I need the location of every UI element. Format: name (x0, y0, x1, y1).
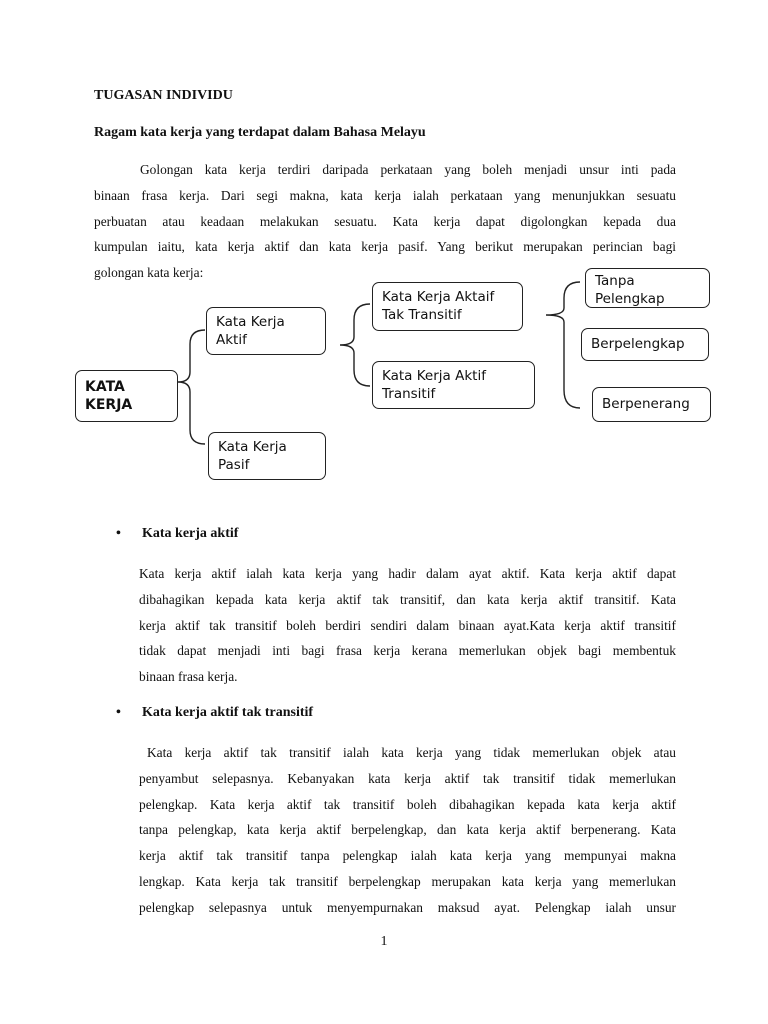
paragraph-line: Kata kerja aktif tak transitif ialah kata kerja yang tidak memerlukan objek atau (147, 745, 676, 760)
brace-aktif (340, 304, 370, 386)
page-number: 1 (380, 934, 388, 949)
paragraph-line: pelengkap selepasnya untuk menyempurnakan maksud ayat. Pelengkap ialah unsur (139, 899, 676, 915)
box-text: Pelengkap (595, 291, 665, 307)
section-tak-transitif-paragraph (139, 740, 676, 921)
box-text: Tanpa (595, 273, 635, 289)
brace-tak-transitif (546, 282, 580, 408)
document-title: TUGASAN INDIVIDU (94, 88, 233, 103)
box-text: Kata Kerja Aktaif (382, 289, 495, 305)
box-aktif-transitif (372, 361, 535, 409)
box-text: Pasif (218, 457, 250, 473)
paragraph-line: kerja aktif tak transitif tanpa pelengkap ialah kata kerja yang mempunyai makna (139, 848, 676, 864)
box-text: Berpenerang (602, 396, 690, 412)
brace-root (178, 330, 205, 444)
intro-line: Golongan kata kerja terdiri daripada perkataan yang boleh menjadi unsur inti pada (140, 162, 676, 177)
section-aktif-paragraph (139, 561, 676, 690)
kata-kerja-diagram (0, 262, 768, 492)
box-text: Berpelengkap (591, 336, 685, 352)
section-aktif-heading-row (116, 526, 238, 542)
paragraph-line: dibahagikan kepada kata kerja aktif tak transitif, dan kata kerja aktif transitif. Kata (139, 591, 676, 607)
paragraph-line: binaan frasa kerja. (139, 669, 238, 685)
box-text: KERJA (85, 397, 133, 413)
box-aktif-tak-transitif (372, 282, 523, 331)
box-text: Aktif (216, 332, 247, 348)
box-text: Kata Kerja (218, 439, 287, 455)
intro-line: golongan kata kerja: (94, 265, 204, 281)
bullet: • (116, 705, 121, 720)
box-text: KATA (85, 379, 125, 395)
paragraph-line: Kata kerja aktif ialah kata kerja yang hadir dalam ayat aktif. Kata kerja aktif dapat (139, 566, 676, 581)
paragraph-line: tidak dapat menjadi inti bagi frasa kerja kerana memerlukan objek bagi membentuk (139, 643, 676, 659)
intro-line: perbuatan atau keadaan melakukan sesuatu. Kata kerja dapat digolongkan kepada dua (94, 213, 676, 229)
section-tak-transitif-heading: Kata kerja aktif tak transitif (142, 705, 314, 720)
box-text: Tak Transitif (382, 307, 462, 323)
box-kata-kerja-pasif (208, 432, 326, 480)
section-tak-transitif-heading-row (116, 705, 313, 721)
paragraph-line: lengkap. Kata kerja tak transitif berpelengkap merupakan kata kerja yang memerlukan (139, 873, 676, 889)
document-subtitle: Ragam kata kerja yang terdapat dalam Bahasa Melayu (94, 125, 426, 140)
paragraph-line: kerja aktif tak transitif boleh berdiri sendiri dalam binaan ayat.Kata kerja aktif transitif (139, 617, 676, 633)
section-aktif-heading: Kata kerja aktif (142, 526, 239, 541)
paragraph-line: tanpa pelengkap, kata kerja aktif berpelengkap, dan kata kerja aktif berpenerang. Kata (139, 822, 676, 838)
paragraph-line: penyambut selepasnya. Kebanyakan kata kerja aktif tak transitif tidak memerlukan (139, 770, 676, 786)
intro-line: binaan frasa kerja. Dari segi makna, kata kerja ialah perkataan yang menunjukkan sesuatu (94, 187, 676, 203)
box-kata-kerja (75, 370, 178, 422)
intro-line: kumpulan iaitu, kata kerja aktif dan kata kerja pasif. Yang berikut merupakan perincian bagi (94, 239, 676, 255)
box-berpelengkap (581, 328, 709, 361)
box-text: Transitif (382, 386, 436, 402)
box-kata-kerja-aktif (206, 307, 326, 355)
box-tanpa-pelengkap (585, 268, 710, 308)
box-text: Kata Kerja (216, 314, 285, 330)
paragraph-line: pelengkap. Kata kerja aktif tak transitif boleh dibahagikan kepada kata kerja aktif (139, 796, 676, 812)
box-berpenerang (592, 387, 711, 422)
bullet: • (116, 526, 121, 541)
box-text: Kata Kerja Aktif (382, 368, 486, 384)
